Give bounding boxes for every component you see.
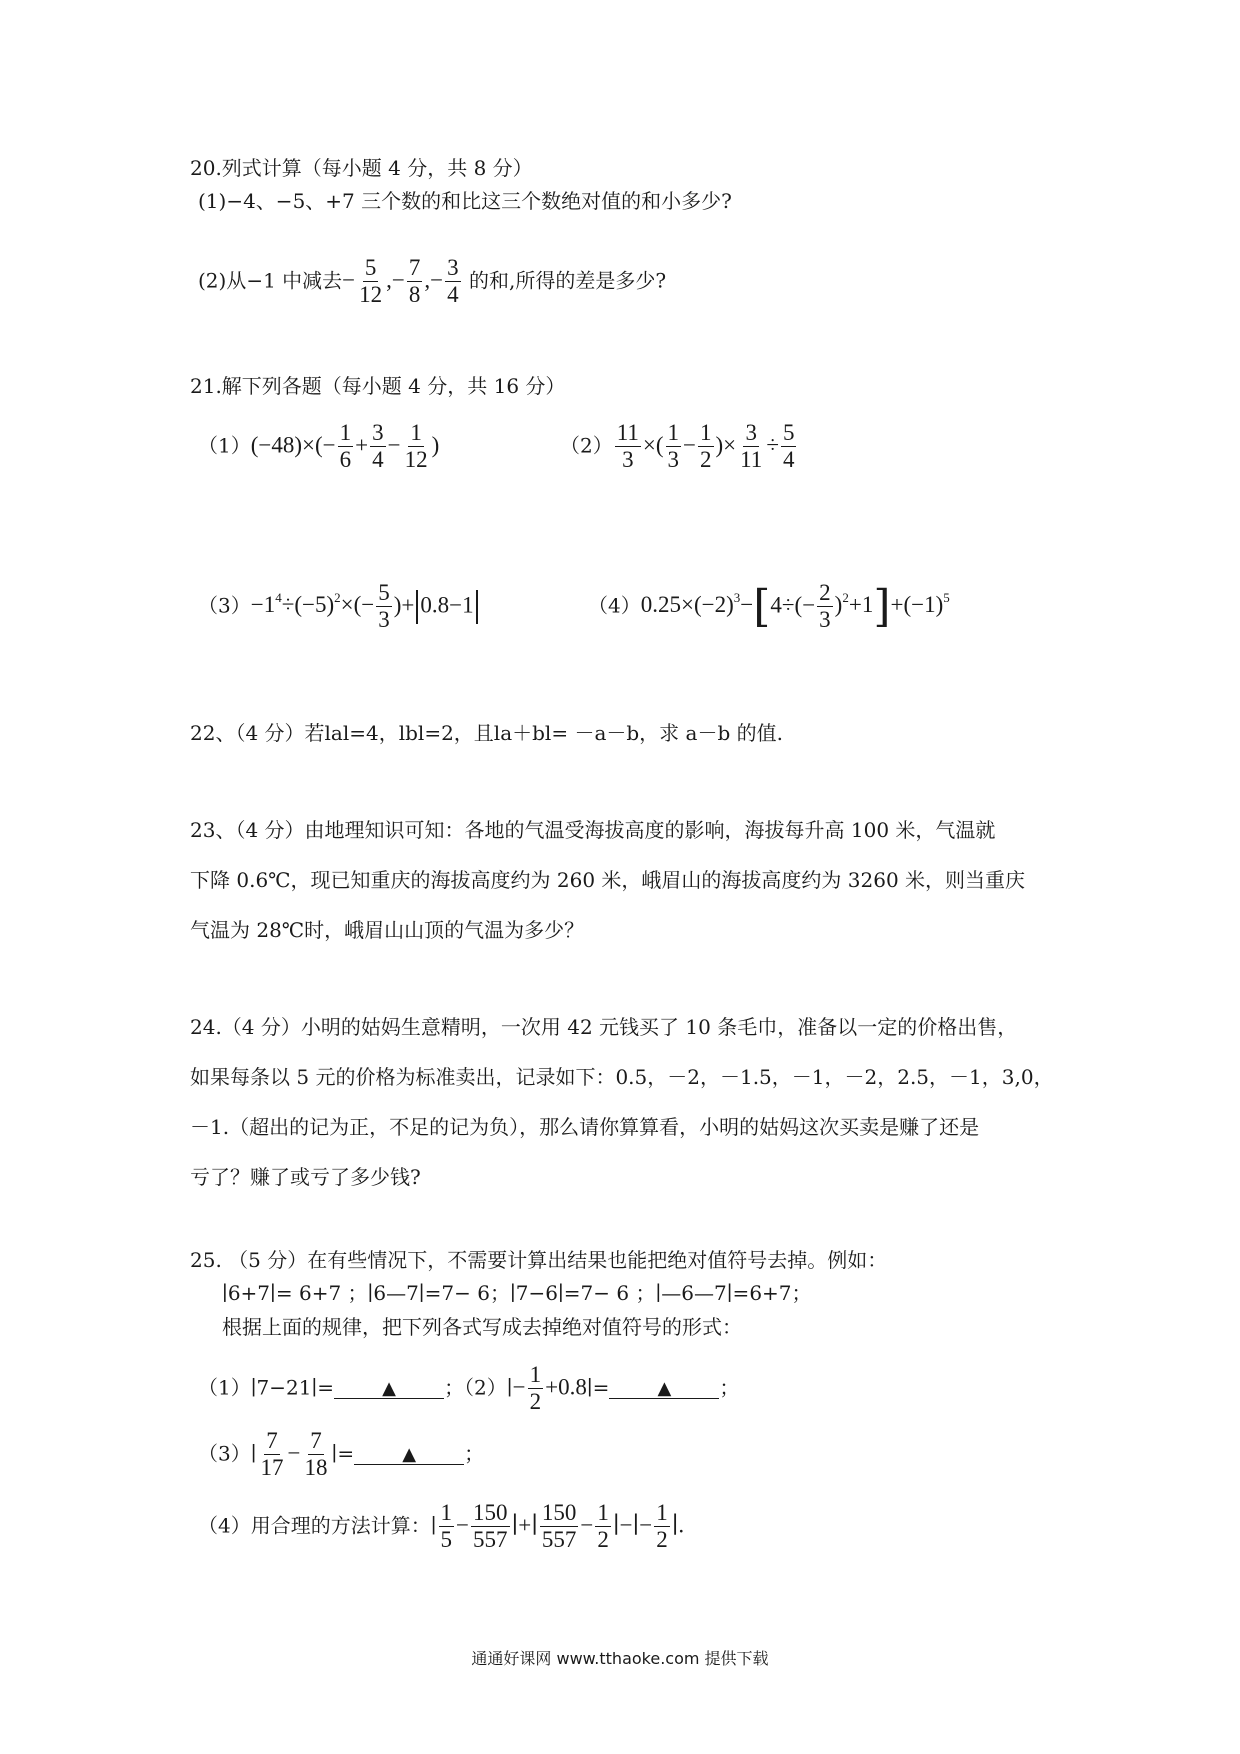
fraction: $\frac{2}{3}$ (819, 580, 831, 633)
q25-rule: 根据上面的规律，把下列各式写成去掉绝对值符号的形式： (222, 1315, 742, 1339)
fraction: $\frac{1}{2}$ (529, 1362, 542, 1415)
fraction: $\frac{7}{18}$ (304, 1428, 328, 1481)
q20-part1: (1)−4、−5、+7 三个数的和比这三个数绝对值的和小多少? (198, 189, 732, 213)
q23-line3: 气温为 28℃时，峨眉山山顶的气温为多少？ (190, 918, 585, 942)
fraction: $\frac{1}{6}$ (339, 420, 352, 473)
q21-part4: $(4)0.25\times(-2)^3-[4\div(-$ $\frac{2}{3}$ )$^2+1]+(-1)^5$ (588, 580, 950, 633)
q21-part3: $(3)-1^4\div(-5)^2\times(-$ $\frac{5}{3}$ )+ 0.8−1 (198, 580, 480, 634)
fraction: $\frac{1}{2}$ (597, 1500, 609, 1553)
fraction: $\frac{3}{11}$ (740, 420, 763, 473)
fraction: $\frac{150}{557}$ (473, 1500, 508, 1553)
answer-blank[interactable]: ▲ (354, 1446, 464, 1465)
q23-line1: 23、（4 分）由地理知识可知：各地的气温受海拔高度的影响，海拔每升高 100 米，气温就 (190, 818, 996, 842)
q21-part2: （2） $\frac{11}{3}$ ×( $\frac{1}{3}$ − $\frac{1}{2}$ )× $\frac{3}{11}$ ÷ $\frac{5}{4}$ (560, 420, 795, 473)
answer-blank[interactable]: ▲ (334, 1380, 444, 1399)
q20-part2-prefix: (2)从−1 中减去 (198, 268, 343, 293)
fraction: $\frac{3}{4}$ (447, 255, 459, 308)
q24-line2: 如果每条以 5 元的价格为标准卖出，记录如下：0.5，－2，－1.5，－1，－2，2.5，－1，3,0， (190, 1065, 1054, 1089)
fraction: $\frac{1}{2}$ (656, 1500, 668, 1553)
fraction: $\frac{5}{12}$ (359, 255, 383, 308)
fraction: $\frac{150}{557}$ (541, 1500, 577, 1553)
fraction: $\frac{5}{4}$ (782, 420, 795, 473)
fraction: $\frac{7}{17}$ (260, 1428, 284, 1481)
q22-text: 22、（4 分）若lal=4，lbl=2，且la＋bl= －a－b，求 a－b 的值. (190, 721, 783, 745)
q25-part3: （3）∣ $\frac{7}{17}$ − $\frac{7}{18}$ ∣= ▲ ； (198, 1428, 485, 1481)
fraction: $\frac{11}{3}$ (616, 420, 639, 473)
fraction: $\frac{1}{2}$ (700, 420, 712, 473)
q24-line3: －1.（超出的记为正，不足的记为负），那么请你算算看，小明的姑妈这次买卖是赚了还是 (190, 1115, 980, 1139)
q20-part2-suffix: 的和,所得的差是多少? (468, 268, 667, 293)
q25-part4: （4）用合理的方法计算：∣ $\frac{1}{5}$ − $\frac{150}{557}$ ∣+∣ $\frac{150}{557}$ − $\frac{1}{2}$ ∣−∣− $\frac{1}{2}$ ∣. (198, 1500, 685, 1553)
fraction: $\frac{5}{3}$ (378, 580, 390, 633)
fraction: $\frac{1}{12}$ (404, 420, 428, 473)
fraction: $\frac{3}{4}$ (372, 420, 384, 473)
q20-title: 20.列式计算（每小题 4 分，共 8 分） (190, 156, 533, 180)
fraction: $\frac{1}{3}$ (667, 420, 680, 473)
q21-title: 21.解下列各题（每小题 4 分，共 16 分） (190, 374, 566, 398)
q21-part1: （1）(−48)×(− $\frac{1}{6}$ + $\frac{3}{4}$ − $\frac{1}{12}$ ) (198, 420, 440, 473)
abs-bar (416, 590, 418, 624)
fraction: $\frac{1}{5}$ (440, 1500, 453, 1553)
q20-part2: (2)从−1 中减去− $\frac{5}{12}$ ,− $\frac{7}{8}$ ,− $\frac{3}{4}$ 的和,所得的差是多少? (198, 255, 667, 308)
q25-part1-2: （1）∣7−21∣= ▲ ；（2）∣− $\frac{1}{2}$ +0.8∣= ▲ ； (198, 1362, 740, 1415)
abs-bar (476, 590, 478, 624)
footer-credit: 通通好课网 www.tthaoke.com 提供下载 (471, 1649, 769, 1668)
fraction: $\frac{7}{8}$ (408, 255, 421, 308)
answer-blank[interactable]: ▲ (609, 1380, 719, 1399)
q25-title: 25. （5 分）在有些情况下，不需要计算出结果也能把绝对值符号去掉。例如： (190, 1248, 888, 1272)
q24-line1: 24.（4 分）小明的姑妈生意精明，一次用 42 元钱买了 10 条毛巾，准备以一定的价格出售， (190, 1015, 1018, 1039)
q23-line2: 下降 0.6℃，现已知重庆的海拔高度约为 260 米，峨眉山的海拔高度约为 3260 米，则当重庆 (190, 868, 1026, 892)
q25-example: ∣6+7∣= 6+7 ；∣6—7∣=7− 6；∣7−6∣=7− 6 ；∣—6—7∣=6+7； (222, 1281, 812, 1305)
q24-line4: 亏了？赚了或亏了多少钱? (190, 1165, 421, 1189)
